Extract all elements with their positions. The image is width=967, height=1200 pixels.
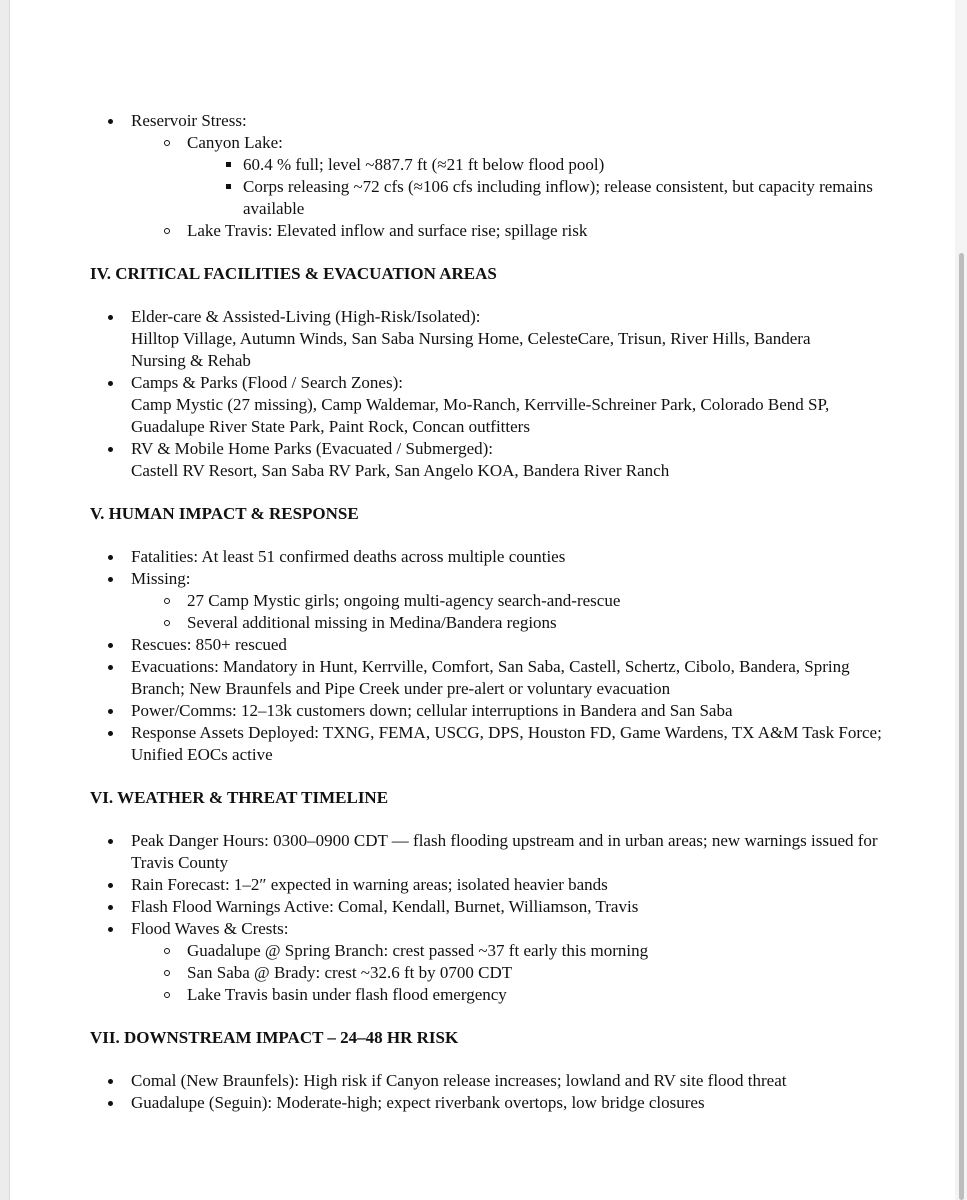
flood-waves-label: Flood Waves & Crests: (131, 919, 289, 938)
item-detail: Hilltop Village, Autumn Winds, San Saba Nursing Home, CelesteCare, Trisun, River Hills, Bandera Nursing & Rehab (131, 329, 811, 370)
weather-list (90, 830, 890, 1006)
list-item-rain-forecast: Rain Forecast: 1–2″ expected in warning areas; isolated heavier bands (90, 874, 890, 896)
list-item: Comal (New Braunfels): High risk if Canyon release increases; lowland and RV site flood threat (90, 1070, 890, 1092)
section-v-heading: V. HUMAN IMPACT & RESPONSE (90, 504, 359, 523)
list-item-reservoir-stress (90, 110, 890, 242)
section-iv-heading: IV. CRITICAL FACILITIES & EVACUATION AREAS (90, 264, 497, 283)
missing-label: Missing: (131, 569, 191, 588)
list-item (90, 372, 890, 438)
list-item-flash-flood-warnings: Flash Flood Warnings Active: Comal, Kendall, Burnet, Williamson, Travis (90, 896, 890, 918)
list-item-peak-danger: Peak Danger Hours: 0300–0900 CDT — flash flooding upstream and in urban areas; new warnings issued for Travis County (90, 830, 886, 874)
list-item: Lake Travis basin under flash flood emergency (187, 984, 890, 1006)
canyon-label: Canyon Lake: (187, 133, 283, 152)
list-item: Several additional missing in Medina/Bandera regions (187, 612, 890, 634)
list-item-assets: Response Assets Deployed: TXNG, FEMA, USCG, DPS, Houston FD, Game Wardens, TX A&M Task Force; Unified EOCs active (90, 722, 886, 766)
list-item: 60.4 % full; level ~887.7 ft (≈21 ft below flood pool) (243, 154, 890, 176)
flood-waves-sublist (131, 940, 890, 1006)
reservoir-list (90, 110, 890, 242)
canyon-sublist (187, 154, 890, 220)
list-item: Guadalupe @ Spring Branch: crest passed ~37 ft early this morning (187, 940, 890, 962)
document-page (90, 110, 890, 1114)
facilities-list (90, 306, 890, 482)
reservoir-label: Reservoir Stress: (131, 111, 247, 130)
list-item-canyon-lake (187, 132, 890, 220)
section-vii-heading: VII. DOWNSTREAM IMPACT – 24–48 HR RISK (90, 1028, 459, 1047)
scrollbar-track[interactable] (955, 0, 967, 1200)
section-vi-heading: VI. WEATHER & THREAT TIMELINE (90, 788, 389, 807)
human-impact-list (90, 546, 890, 766)
list-item: San Saba @ Brady: crest ~32.6 ft by 0700 CDT (187, 962, 890, 984)
list-item-rescues: Rescues: 850+ rescued (90, 634, 890, 656)
downstream-list (90, 1070, 890, 1114)
reservoir-sublist (131, 132, 890, 242)
list-item-flood-waves (90, 918, 890, 1006)
list-item: 27 Camp Mystic girls; ongoing multi-agency search-and-rescue (187, 590, 890, 612)
item-label: Elder-care & Assisted-Living (High-Risk/Isolated): (131, 307, 481, 326)
scrollbar-thumb[interactable] (959, 253, 964, 1200)
list-item (90, 438, 890, 482)
list-item-missing (90, 568, 890, 634)
list-item-power: Power/Comms: 12–13k customers down; cellular interruptions in Bandera and San Saba (90, 700, 890, 722)
item-detail: Castell RV Resort, San Saba RV Park, San Angelo KOA, Bandera River Ranch (131, 461, 670, 480)
missing-sublist (131, 590, 890, 634)
list-item-evacuations: Evacuations: Mandatory in Hunt, Kerrville, Comfort, San Saba, Castell, Schertz, Cibolo, Bandera, Spring Branch; New Braunfels and Pipe Creek under pre-alert or voluntary evacuation (90, 656, 886, 700)
window-left-edge (0, 0, 10, 1200)
item-label: Camps & Parks (Flood / Search Zones): (131, 373, 403, 392)
list-item: Corps releasing ~72 cfs (≈106 cfs including inflow); release consistent, but capacity remains available (243, 176, 883, 220)
list-item (90, 306, 890, 372)
list-item-lake-travis: Lake Travis: Elevated inflow and surface rise; spillage risk (187, 220, 890, 242)
item-detail: Camp Mystic (27 missing), Camp Waldemar, Mo-Ranch, Kerrville-Schreiner Park, Colorado Bend SP, Guadalupe River State Park, Paint Rock, Concan outfitters (131, 395, 830, 436)
list-item-fatalities: Fatalities: At least 51 confirmed deaths across multiple counties (90, 546, 890, 568)
list-item: Guadalupe (Seguin): Moderate-high; expect riverbank overtops, low bridge closures (90, 1092, 890, 1114)
item-label: RV & Mobile Home Parks (Evacuated / Submerged): (131, 439, 494, 458)
